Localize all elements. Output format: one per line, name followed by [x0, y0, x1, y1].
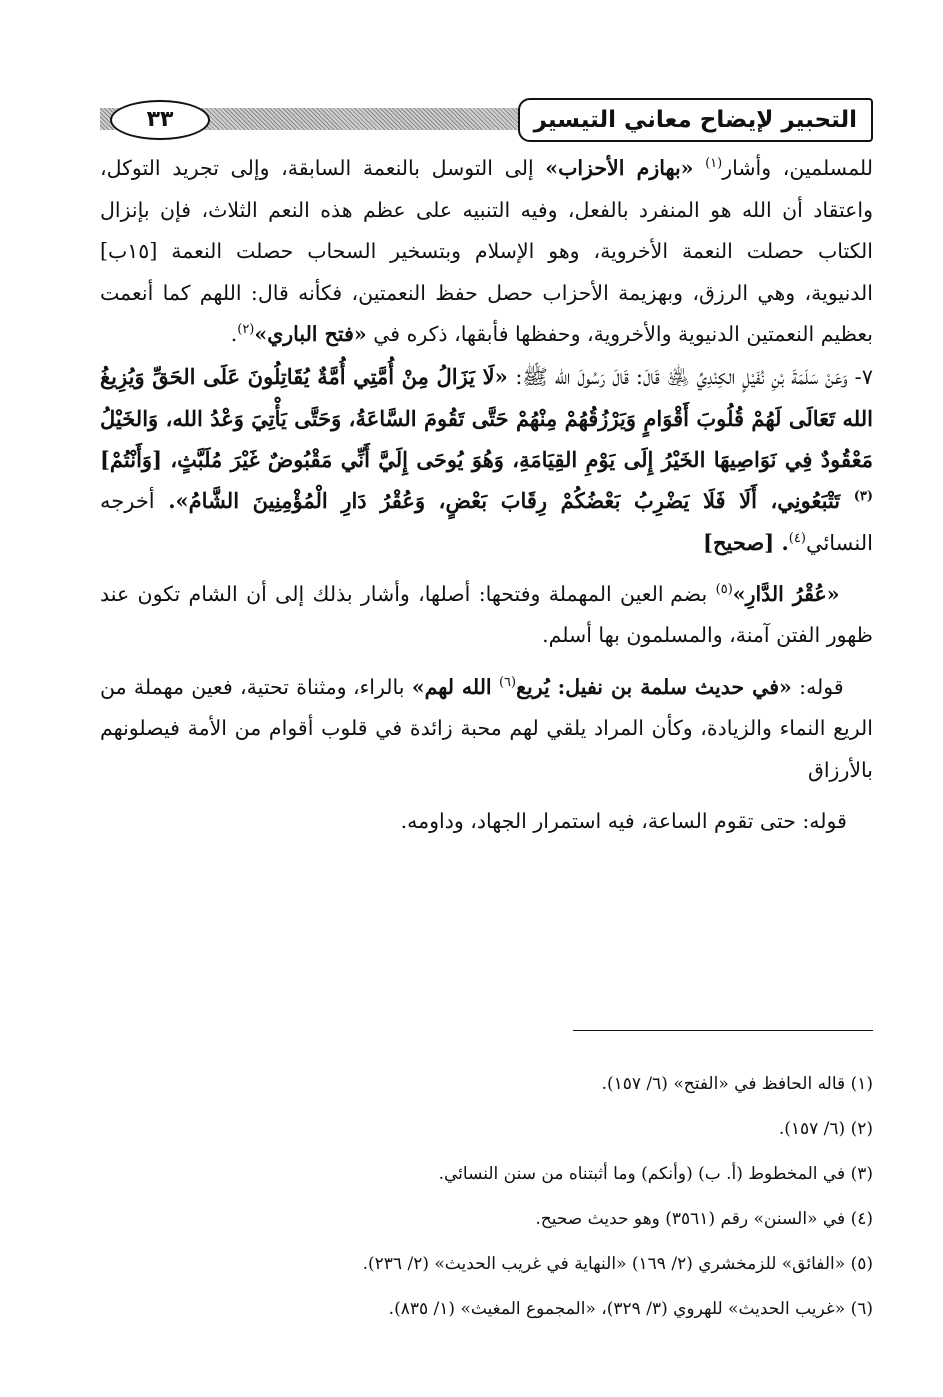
hadith-source: أخرجه النسائي: [100, 488, 873, 555]
punctuation: .: [230, 322, 238, 346]
footnote-ref: (٤): [788, 530, 806, 546]
text-line: قوله: حتى تقوم الساعة، فيه استمرار الجهاد، وداومه.: [400, 809, 847, 833]
paragraph-commentary: [100, 148, 873, 356]
footnote: (٢) (٦/ ١٥٧).: [778, 1119, 873, 1139]
paragraph-explanation: [100, 667, 873, 792]
text-line: بالراء، ومثناة تحتية، فعين مهملة من الريع النماء والزيادة، وكأن المراد يلقي لهم محبة زائدة في قلوب أقوام من الأمة فيصلونهم بالأرزاق: [100, 674, 873, 782]
hadith-paragraph: [100, 356, 873, 564]
paragraph-explanation: [100, 574, 873, 657]
footnote: (١) قاله الحافظ في «الفتح» (٦/ ١٥٧).: [601, 1074, 873, 1094]
footnote-ref: (٦): [498, 674, 517, 690]
text-line: حصلت النعمة الأخروية، وهو الإسلام وبتسخير السحاب حصلت النعمة [١٥ب]: [100, 239, 805, 263]
text-line: الدنيوية، وهي الرزق، وبهزيمة الأحزاب حصل حفظ النعمتين، فكأنه قال: اللهم كما أنعمت: [100, 280, 873, 305]
footnote-ref: (٣): [853, 488, 873, 504]
footnote-ref: (١): [705, 156, 723, 172]
footnote: (٦) «غريب الحديث» للهروي (٣/ ٣٢٩)، «المجموع المغيث» (١/ ٨٣٥).: [388, 1299, 873, 1319]
hadith-intro: ٧- وَعَنْ سَلَمَةَ بْنِ نُفَيْلٍ الكِنْدِيِّ ﵁ قَالَ: قَالَ رَسُولَ الله ﷺ:: [515, 364, 873, 389]
running-header: [100, 98, 873, 142]
hadith-text: «لَا يَزَالُ مِنْ أُمَّتِي أُمَّةٌ يُقَاتِلُونَ عَلَى الحَقِّ وَيُزِيغُ الله تَعَالَى لَهُمْ قُلُوبَ أَقْوَامٍ وَيَرْزُقُهُمْ مِنْهُمْ حَتَّى تَقُومَ السَّاعَةُ، وَحَتَّى يَأْتِيَ وَعْدُ الله، وَالخَيْلُ مَعْقُودٌ فِي نَوَاصِيهَا الخَيْرُ إِلَى يَوْمِ القِيَامَةِ، وَهُوَ يُوحَى إِلَيَّ أَنِّي مَقْبُوضٌ غَيْرَ مُلَبَّثٍ، [وَأَنْتُمْ]: [100, 363, 873, 472]
text-line: واعتقاد أن الله هو المنفرد بالفعل، وفيه التنبيه على عظم هذه النعم الثلاث، فإن بإنزال الكتاب: [100, 197, 873, 263]
footnotes: [100, 1062, 873, 1332]
book-reference: «فتح الباري»: [254, 322, 367, 346]
hadith-grade: . [صحيح]: [703, 529, 789, 555]
text-line: قوله:: [799, 674, 844, 699]
footnote: (٥) «الفائق» للزمخشري (٢/ ١٦٩) «النهاية في غريب الحديث» (٢/ ٢٣٦).: [362, 1254, 873, 1274]
text-line: إلى التوسل بالنعمة السابقة، وإلى تجريد التوكل،: [100, 156, 534, 180]
text-line: للمسلمين، وأشار: [722, 156, 873, 180]
footnote-ref: (٢): [237, 322, 255, 338]
footnote-ref: (٥): [715, 581, 733, 597]
footnote: (٣) في المخطوط (أ. ب) (وأنكم) وما أثبتناه من سنن النسائي.: [438, 1164, 873, 1184]
text-line: بعظيم النعمتين الدنيوية والأخروية، وحفظها فأبقها، ذكره في: [373, 322, 873, 346]
quoted-term: «بهازم الأحزاب»: [545, 156, 694, 180]
quoted-term: «في حديث سلمة بن نفيل: يُريع: [516, 674, 792, 699]
quoted-term: «عُقْرُ الدَّارِ»: [732, 581, 840, 606]
footnote-divider: [573, 1030, 873, 1031]
text-line: بضم العين المهملة وفتحها: أصلها، وأشار بذلك إلى أن الشام تكون عند ظهور الفتن آمنة، والمسلمون بها أسلم.: [100, 581, 873, 647]
main-text: [100, 148, 873, 843]
hadith-text: تَتْبَعُونِي، أَلَا فَلَا يَضْرِبُ بَعْضُكُمْ رِقَابَ بَعْضٍ، وَعُقْرُ دَارِ الْمُؤْمِنِينَ الشَّامُ».: [168, 487, 841, 513]
book-title: التحبير لإيضاح معاني التيسير: [518, 98, 873, 142]
quoted-term: الله لهم»: [411, 674, 492, 699]
footnote: (٤) في «السنن» رقم (٣٥٦١) وهو حديث صحيح.: [535, 1209, 873, 1229]
page-number: ٣٣: [110, 100, 210, 140]
paragraph-explanation: [100, 801, 873, 843]
